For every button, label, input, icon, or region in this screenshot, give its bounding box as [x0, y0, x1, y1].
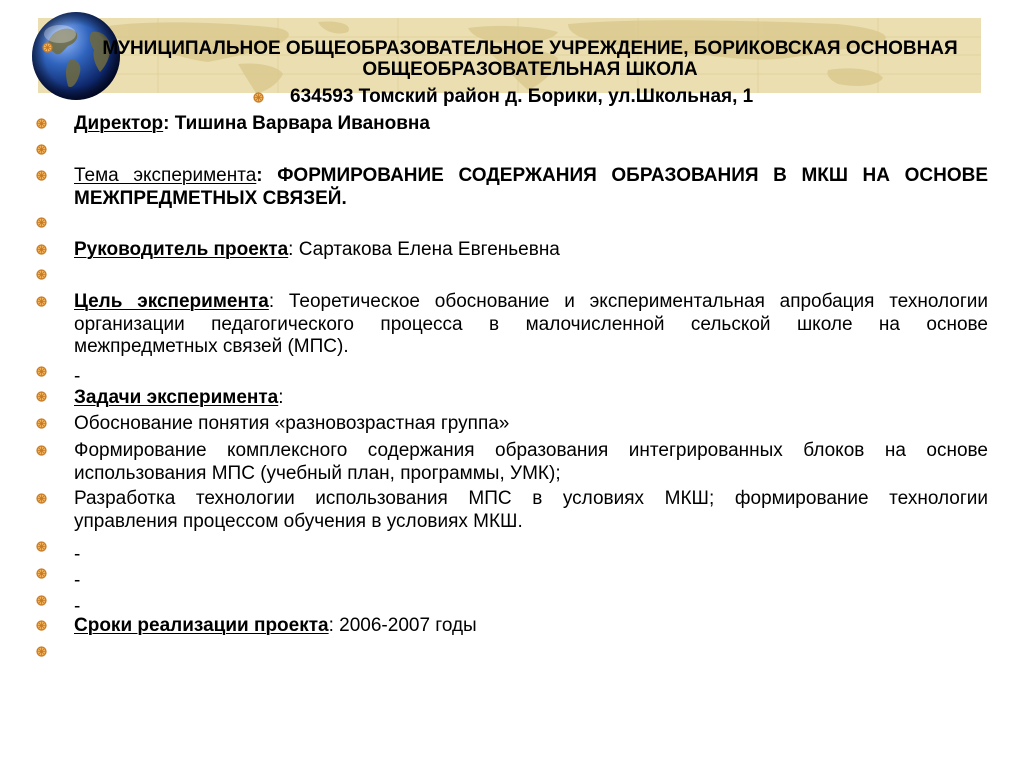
bullet-icon	[36, 646, 47, 657]
dash-mark: -	[74, 544, 81, 565]
topic-label: Тема эксперимента	[74, 165, 257, 186]
project-lead-item	[74, 239, 988, 262]
task-text: Разработка технологии использования МПС в условиях МКШ; формирование технологии	[74, 488, 988, 509]
list-item	[74, 440, 988, 485]
school-address: 634593 Томский район д. Борики, ул.Школьная, 1	[290, 86, 754, 107]
task-text: использования МПС (учебный план, программы, УМК);	[74, 462, 561, 484]
bullet-icon	[36, 296, 47, 307]
bullet-icon	[36, 620, 47, 631]
bullet-icon	[36, 568, 47, 579]
bullet-icon	[36, 217, 47, 228]
bullet-icon	[36, 118, 47, 129]
goal-item	[74, 291, 988, 359]
goal-text: межпредметных связей (МПС).	[74, 336, 349, 357]
bullet-icon	[36, 445, 47, 456]
director-name: : Тишина Варвара Ивановна	[163, 113, 430, 134]
bullet-icon	[36, 366, 47, 377]
topic-item	[74, 165, 988, 210]
goal-label: Цель эксперимента	[74, 291, 269, 312]
director-item	[74, 113, 988, 136]
director-label: Директор	[74, 113, 164, 134]
bullet-icon	[36, 244, 47, 255]
bullet-icon	[42, 42, 53, 53]
tasks-label: Задачи эксперимента	[74, 387, 279, 408]
title-line: МУНИЦИПАЛЬНОЕ ОБЩЕОБРАЗОВАТЕЛЬНОЕ УЧРЕЖДЕНИЕ, БОРИКОВСКАЯ ОСНОВНАЯ	[102, 38, 958, 59]
title-line: ОБЩЕОБРАЗОВАТЕЛЬНАЯ ШКОЛА	[362, 59, 698, 80]
tasks-colon: :	[278, 387, 284, 408]
dash-mark: -	[74, 596, 81, 617]
bullet-icon	[36, 595, 47, 606]
list-item	[74, 488, 988, 533]
task-text: Формирование комплексного содержания образования интегрированных блоков на основе	[74, 440, 988, 461]
list-item	[74, 413, 988, 436]
task-text: Обоснование понятия «разновозрастная группа»	[74, 413, 510, 434]
task-text: управления процессом обучения в условиях МКШ.	[74, 510, 523, 532]
topic-text: МЕЖПРЕДМЕТНЫХ СВЯЗЕЙ.	[74, 187, 347, 209]
timeline-value: : 2006-2007 годы	[328, 615, 477, 636]
project-lead-label: Руководитель проекта	[74, 239, 289, 260]
bullet-icon	[253, 92, 264, 103]
tasks-item	[74, 387, 988, 410]
bullet-icon	[36, 170, 47, 181]
bullet-icon	[36, 144, 47, 155]
timeline-item	[74, 615, 988, 638]
goal-text: организации педагогического процесса в малочисленной сельской школе на основе	[74, 313, 988, 335]
bullet-icon	[36, 493, 47, 504]
project-lead-name: : Сартакова Елена Евгеньевна	[288, 239, 560, 260]
goal-text: : Теоретическое обоснование и экспериментальная апробация технологии	[268, 291, 988, 312]
bullet-icon	[36, 269, 47, 280]
bullet-icon	[36, 541, 47, 552]
topic-text: : ФОРМИРОВАНИЕ СОДЕРЖАНИЯ ОБРАЗОВАНИЯ В МКШ НА ОСНОВЕ	[256, 165, 988, 186]
dash-mark: -	[74, 570, 81, 591]
dash-mark: -	[74, 366, 81, 387]
bullet-icon	[36, 391, 47, 402]
page-title	[70, 38, 990, 80]
bullet-icon	[36, 418, 47, 429]
timeline-label: Сроки реализации проекта	[74, 615, 329, 636]
